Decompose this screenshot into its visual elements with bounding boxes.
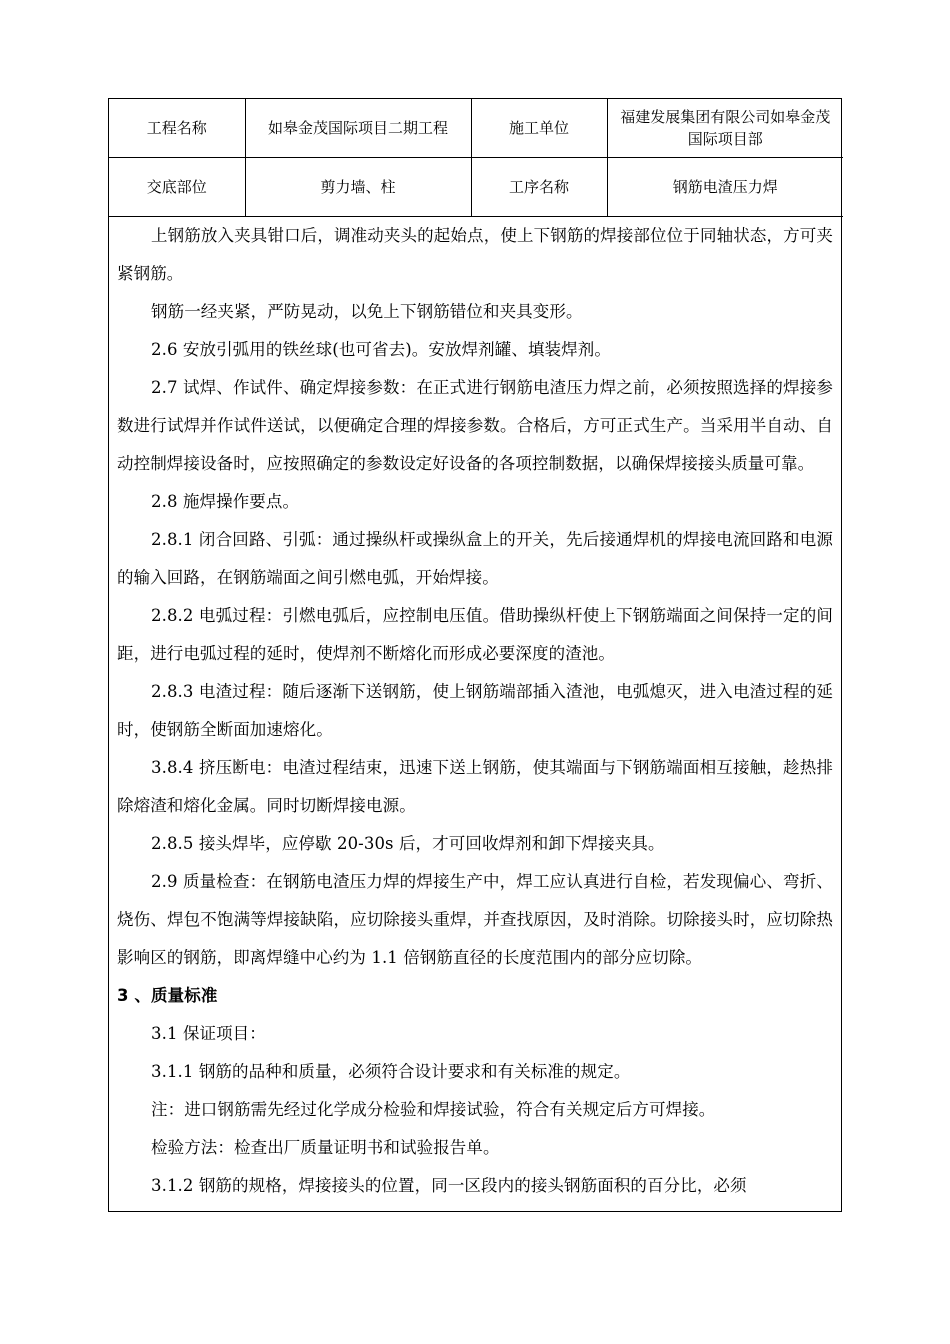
paragraph: 注：进口钢筋需先经过化学成分检验和焊接试验，符合有关规定后方可焊接。 <box>151 1100 716 1119</box>
project-label: 工程名称 <box>109 99 245 158</box>
paragraph: 3.8.4 挤压断电：电渣过程结束，迅速下送上钢筋，使其端面与下钢筋端面相互接触，趁热排除熔渣和熔化金属。同时切断焊接电源。 <box>117 758 833 815</box>
paragraph: 2.8.2 电弧过程：引燃电弧后，应控制电压值。借助操纵杆使上下钢筋端面之间保持一定的间距，进行电弧过程的延时，使焊剂不断熔化而形成必要深度的渣池。 <box>117 606 833 663</box>
contractor-value: 福建发展集团有限公司如皋金茂国际项目部 <box>607 99 843 158</box>
document-body <box>109 217 841 1205</box>
paragraph: 3.1.1 钢筋的品种和质量，必须符合设计要求和有关标准的规定。 <box>151 1062 631 1081</box>
process-label: 工序名称 <box>471 158 607 217</box>
paragraph: 检验方法：检查出厂质量证明书和试验报告单。 <box>151 1138 500 1157</box>
paragraph: 3.1 保证项目： <box>151 1024 266 1043</box>
paragraph: 3.1.2 钢筋的规格，焊接接头的位置，同一区段内的接头钢筋面积的百分比，必须 <box>151 1176 747 1195</box>
paragraph: 2.8.3 电渣过程：随后逐渐下送钢筋，使上钢筋端部插入渣池，电弧熄灭，进入电渣过程的延时，使钢筋全断面加速熔化。 <box>117 682 833 739</box>
paragraph: 2.6 安放引弧用的铁丝球(也可省去)。安放焊剂罐、填装焊剂。 <box>151 340 611 359</box>
header-table <box>109 99 843 217</box>
part-value: 剪力墙、柱 <box>245 158 471 217</box>
document-frame <box>108 98 842 1212</box>
process-value: 钢筋电渣压力焊 <box>607 158 843 217</box>
paragraph: 2.8.5 接头焊毕，应停歇 20-30s 后，才可回收焊剂和卸下焊接夹具。 <box>151 834 665 853</box>
paragraph: 钢筋一经夹紧，严防晃动，以免上下钢筋错位和夹具变形。 <box>151 302 583 321</box>
paragraph: 2.7 试焊、作试件、确定焊接参数：在正式进行钢筋电渣压力焊之前，必须按照选择的焊接参数进行试焊并作试件送试，以便确定合理的焊接参数。合格后，方可正式生产。当采用半自动、自动控制焊接设备时，应按照确定的参数设定好设备的各项控制数据，以确保焊接接头质量可靠。 <box>117 378 833 473</box>
contractor-label: 施工单位 <box>471 99 607 158</box>
part-label: 交底部位 <box>109 158 245 217</box>
paragraph: 2.8 施焊操作要点。 <box>151 492 300 511</box>
project-value: 如皋金茂国际项目二期工程 <box>245 99 471 158</box>
paragraph: 2.9 质量检查：在钢筋电渣压力焊的焊接生产中，焊工应认真进行自检，若发现偏心、弯折、烧伤、焊包不饱满等焊接缺陷，应切除接头重焊，并查找原因，及时消除。切除接头时，应切除热影响区的钢筋，即离焊缝中心约为 1.1 倍钢筋直径的长度范围内的部分应切除。 <box>117 872 833 967</box>
section-heading: 3 、质量标准 <box>117 986 218 1005</box>
paragraph: 2.8.1 闭合回路、引弧：通过操纵杆或操纵盒上的开关，先后接通焊机的焊接电流回路和电源的输入回路，在钢筋端面之间引燃电弧，开始焊接。 <box>117 530 833 587</box>
paragraph: 上钢筋放入夹具钳口后，调准动夹头的起始点，使上下钢筋的焊接部位位于同轴状态，方可夹紧钢筋。 <box>117 226 833 283</box>
